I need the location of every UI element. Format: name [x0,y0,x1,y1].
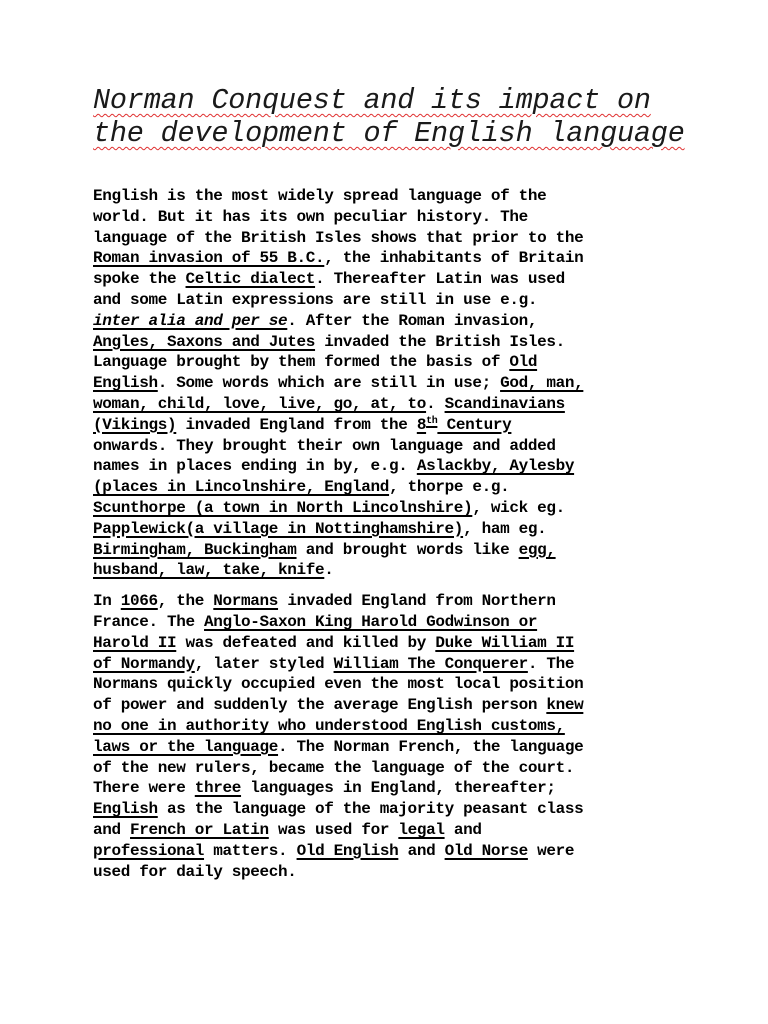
text-line [93,633,698,654]
text-run: Language brought by them formed the basis of [93,353,510,372]
text-run: . After the Roman invasion, [287,311,538,330]
text-run: . [324,561,334,580]
underlined-phrase: Scunthorpe (a town in North Lincolnshire) [93,498,473,517]
text-line [93,862,698,883]
underlined-phrase: Duke William II [435,633,575,652]
underlined-phrase: Birmingham, Buckingham [93,540,297,559]
text-line [93,841,698,862]
text-line [93,332,698,353]
underlined-phrase: Century [437,415,512,434]
text-line [93,540,698,561]
text-line [93,498,698,519]
text-line [93,394,698,415]
text-line [93,560,698,581]
underlined-phrase: Anglo-Saxon King Harold Godwinson or [204,612,538,631]
underlined-phrase: French or Latin [130,820,269,839]
text-line [93,456,698,477]
underlined-phrase: Scandinavians [444,394,565,413]
text-line [93,758,698,779]
text-line [93,820,698,841]
underlined-phrase: (places in Lincolnshire, England [93,478,390,497]
text-run: and brought words like [296,540,519,559]
text-run: was used for [268,820,399,839]
text-run: was defeated and killed by [176,633,436,652]
text-line [93,695,698,716]
text-line [93,654,698,675]
underlined-phrase: Papplewick(a village in Nottinghamshire) [93,519,464,538]
underlined-phrase: th [426,415,438,427]
text-run: of power and suddenly the average English person [93,696,547,715]
underlined-phrase: Old English [296,841,399,860]
text-line [93,674,698,695]
underlined-phrase: 8 [416,415,427,434]
underlined-phrase: knew [546,696,584,715]
text-run: , later styled [194,654,334,673]
text-run: , ham eg. [463,519,547,538]
text-run: language of the British Isles shows that prior to the [93,228,584,247]
underlined-phrase: legal [398,820,445,839]
underlined-phrase: three [194,779,242,798]
text-run: and [93,820,131,839]
underlined-phrase: inter alia and per se [93,311,288,330]
underlined-phrase: laws or the language [93,737,279,756]
underlined-phrase: (Vikings) [93,415,177,434]
text-run: world. But it has its own peculiar history. The [93,207,528,226]
title-text: Norman Conquest and its impact on the development of English language [93,84,685,150]
text-line [93,352,698,373]
paragraph [93,186,698,581]
underlined-phrase: God, man, [500,374,584,393]
underlined-phrase: Roman invasion of 55 B.C. [93,249,325,268]
document-body [93,186,698,882]
underlined-phrase: egg, [518,540,556,559]
document-title [93,84,698,150]
text-line [93,248,698,269]
underlined-phrase: William The Conquerer [333,654,528,673]
text-run: France. The [93,612,205,631]
text-run: . [426,394,445,413]
underlined-phrase: Old Norse [444,841,528,860]
text-run: , the [157,592,214,611]
text-line [93,716,698,737]
text-run: languages in England, thereafter; [241,779,556,798]
text-run: and [444,820,482,839]
text-run: There were [93,779,195,798]
text-run: and some Latin expressions are still in use e.g. [93,290,538,309]
text-line [93,737,698,758]
underlined-phrase: of Normandy [93,654,195,673]
text-line [93,269,698,290]
text-run: . The Norman French, the language [278,737,584,756]
text-line [93,591,698,612]
underlined-phrase: husband, law, take, knife [93,561,325,580]
text-run: invaded England from Northern [278,592,556,611]
text-run: names in places ending in by, e.g. [93,457,417,476]
text-run: In [93,592,121,611]
underlined-phrase: Normans [213,592,279,611]
text-run: , the inhabitants of Britain [324,249,584,268]
text-run: matters. [204,841,297,860]
underlined-phrase: English [93,374,158,393]
text-line [93,228,698,249]
text-line [93,612,698,633]
underlined-phrase: Aslackby, Aylesby [416,457,575,476]
text-line [93,436,698,457]
text-line [93,415,698,436]
underlined-phrase: Harold II [93,633,177,652]
text-run: invaded England from the [176,415,417,434]
underlined-phrase: Celtic dialect [185,270,316,289]
text-line [93,290,698,311]
text-run: , wick eg. [472,498,565,517]
underlined-phrase: 1066 [120,592,158,611]
underlined-phrase: no one in authority who understood English customs, [93,716,565,735]
underlined-phrase: Old [509,353,538,372]
text-line [93,207,698,228]
text-run: as the language of the majority peasant class [157,800,584,819]
text-run: invaded the British Isles. [315,332,565,351]
text-run: were [527,841,575,860]
text-run: . Thereafter Latin was used [315,270,565,289]
underlined-phrase: professional [93,841,205,860]
text-run: English is the most widely spread language of the [93,187,547,205]
text-run: , thorpe e.g. [389,478,510,497]
text-line [93,778,698,799]
text-run: onwards. They brought their own language and added [93,436,556,455]
text-line [93,186,698,207]
text-run: Normans quickly occupied even the most local position [93,675,584,694]
underlined-phrase: Angles, Saxons and Jutes [93,332,316,351]
text-run: . Some words which are still in use; [157,374,501,393]
text-run: . The [527,654,575,673]
text-line [93,373,698,394]
text-run: spoke the [93,270,186,289]
text-line [93,519,698,540]
text-line [93,799,698,820]
text-run: of the new rulers, became the language of the court. [93,758,575,777]
text-line [93,477,698,498]
text-line [93,311,698,332]
underlined-phrase: English [93,800,158,819]
text-run: used for daily speech. [93,862,297,881]
underlined-phrase: woman, child, love, live, go, at, to [93,394,427,413]
text-run: and [398,841,445,860]
paragraph [93,591,698,882]
